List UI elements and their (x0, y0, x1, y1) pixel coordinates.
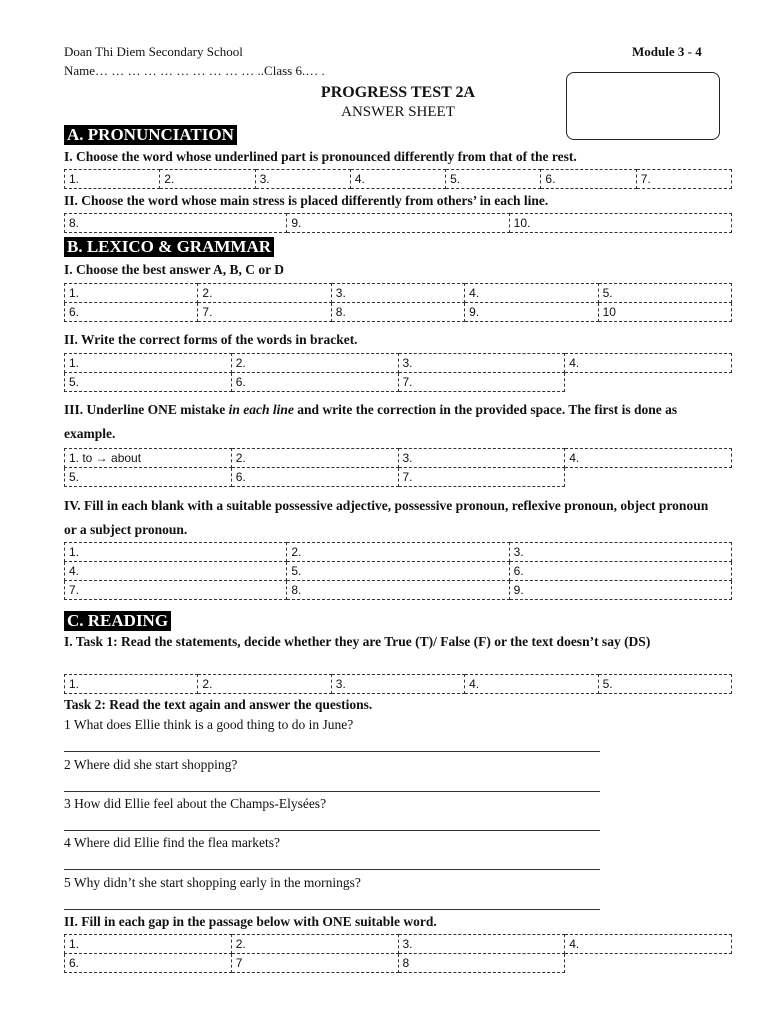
question-1: 1 What does Ellie think is a good thing to do in June? (64, 717, 354, 732)
answer-grid-b2 (64, 353, 732, 392)
grid-row (65, 214, 732, 233)
answer-cell[interactable]: 5. (65, 468, 232, 487)
instruction-b4: IV. Fill in each blank with a suitable possessive adjective, possessive pronoun, reflexive pronoun, object pronoun or a subject pronoun. (64, 498, 709, 537)
answer-cell[interactable]: 10. (509, 214, 731, 233)
answer-cell[interactable]: 2. (231, 449, 398, 468)
grid-row (65, 581, 732, 600)
module-label: Module 3 - 4 (632, 44, 702, 59)
instruction-c1: I. Task 1: Read the statements, decide whether they are True (T)/ False (F) or the text doesn’t say (DS) (64, 634, 651, 649)
grid-row (65, 562, 732, 581)
section-reading: C. READING (64, 611, 171, 631)
answer-cell[interactable]: 7. (398, 468, 565, 487)
grid-row (65, 170, 732, 189)
answer-cell[interactable]: 2. (231, 354, 398, 373)
answer-cell[interactable]: 8. (331, 303, 464, 322)
grid-row (65, 449, 732, 468)
instruction-b2: II. Write the correct forms of the words in bracket. (64, 332, 358, 347)
answer-cell[interactable]: 6. (231, 373, 398, 392)
answer-cell[interactable]: 7 (231, 954, 398, 973)
instruction-a2: II. Choose the word whose main stress is placed differently from others’ in each line. (64, 193, 549, 208)
score-box (566, 72, 720, 140)
instruction-c2: Task 2: Read the text again and answer the questions. (64, 697, 373, 712)
answer-cell[interactable]: 4. (465, 675, 598, 694)
answer-cell[interactable]: 5. (446, 170, 541, 189)
answer-cell[interactable]: 7. (636, 170, 731, 189)
answer-cell[interactable]: 2. (198, 284, 331, 303)
grid-row (65, 373, 732, 392)
grid-row (65, 354, 732, 373)
grid-row (65, 935, 732, 954)
answer-cell[interactable]: 1. (65, 284, 198, 303)
name-class-line: Name… … … … … … … … … … ..Class 6.… . (64, 63, 325, 78)
answer-cell[interactable]: 8. (65, 214, 287, 233)
answer-cell[interactable]: 8 (398, 954, 565, 973)
page-subtitle: ANSWER SHEET (341, 104, 455, 120)
instruction-a1: I. Choose the word whose underlined part is pronounced differently from that of the rest. (64, 149, 577, 164)
answer-line-5[interactable] (64, 909, 600, 910)
grid-row (65, 543, 732, 562)
answer-cell[interactable]: 3. (331, 284, 464, 303)
instruction-b3: III. Underline ONE mistake in each line and write the correction in the provided space. The first is done as example. (64, 402, 678, 441)
answer-cell[interactable]: 9. (509, 581, 731, 600)
instruction-b1: I. Choose the best answer A, B, C or D (64, 262, 285, 277)
answer-line-2[interactable] (64, 791, 600, 792)
answer-cell[interactable]: 2. (160, 170, 255, 189)
question-3: 3 How did Ellie feel about the Champs-Elysées? (64, 796, 327, 811)
answer-cell[interactable]: 9. (287, 214, 509, 233)
grid-row (65, 284, 732, 303)
answer-cell[interactable]: 10 (598, 303, 731, 322)
answer-cell[interactable]: 7. (65, 581, 287, 600)
answer-cell[interactable]: 5. (65, 373, 232, 392)
answer-cell[interactable]: 7. (198, 303, 331, 322)
answer-cell[interactable] (565, 954, 732, 973)
answer-cell[interactable] (565, 373, 732, 392)
answer-cell[interactable]: 6. (509, 562, 731, 581)
answer-cell[interactable]: 3. (398, 354, 565, 373)
question-2: 2 Where did she start shopping? (64, 757, 238, 772)
section-pronunciation: A. PRONUNCIATION (64, 125, 237, 145)
answer-cell[interactable]: 1. to → about (65, 449, 232, 468)
question-4: 4 Where did Ellie find the flea markets? (64, 835, 281, 850)
answer-cell[interactable]: 1. (65, 935, 232, 954)
answer-cell[interactable]: 4. (565, 935, 732, 954)
answer-cell[interactable]: 7. (398, 373, 565, 392)
answer-cell[interactable]: 6. (231, 468, 398, 487)
answer-cell[interactable]: 5. (598, 284, 731, 303)
answer-cell[interactable]: 5. (598, 675, 731, 694)
answer-cell[interactable]: 3. (398, 449, 565, 468)
answer-cell[interactable]: 3. (398, 935, 565, 954)
answer-cell[interactable]: 4. (350, 170, 445, 189)
answer-line-3[interactable] (64, 830, 600, 831)
answer-cell[interactable]: 1. (65, 354, 232, 373)
answer-cell[interactable]: 3. (509, 543, 731, 562)
answer-cell[interactable]: 2. (287, 543, 509, 562)
page-title: PROGRESS TEST 2A (320, 84, 476, 101)
answer-grid-b3 (64, 448, 732, 487)
question-5: 5 Why didn’t she start shopping early in the mornings? (64, 875, 361, 890)
answer-cell[interactable]: 4. (65, 562, 287, 581)
answer-cell[interactable]: 6. (541, 170, 636, 189)
answer-line-4[interactable] (64, 869, 600, 870)
answer-cell[interactable]: 3. (255, 170, 350, 189)
answer-grid-a1 (64, 169, 732, 189)
answer-cell[interactable]: 9. (465, 303, 598, 322)
answer-grid-a2 (64, 213, 732, 233)
answer-cell[interactable]: 6. (65, 954, 232, 973)
answer-grid-b1 (64, 283, 732, 322)
answer-grid-c3 (64, 934, 732, 973)
grid-row (65, 468, 732, 487)
answer-cell[interactable]: 1. (65, 170, 160, 189)
answer-cell[interactable]: 5. (287, 562, 509, 581)
answer-line-1[interactable] (64, 751, 600, 752)
section-lexico-grammar: B. LEXICO & GRAMMAR (64, 237, 274, 257)
answer-cell[interactable]: 4. (565, 354, 732, 373)
school-name: Doan Thi Diem Secondary School (64, 44, 243, 59)
answer-cell[interactable]: 2. (198, 675, 331, 694)
grid-row (65, 303, 732, 322)
answer-cell[interactable]: 6. (65, 303, 198, 322)
answer-cell[interactable]: 1. (65, 675, 198, 694)
answer-grid-b4 (64, 542, 732, 600)
answer-cell[interactable]: 4. (465, 284, 598, 303)
answer-grid-c1 (64, 674, 732, 694)
answer-cell[interactable]: 8. (287, 581, 509, 600)
instruction-c3: II. Fill in each gap in the passage below with ONE suitable word. (64, 914, 437, 929)
grid-row (65, 954, 732, 973)
answer-cell[interactable]: 2. (231, 935, 398, 954)
answer-cell[interactable]: 4. (565, 449, 732, 468)
grid-row (65, 675, 732, 694)
answer-cell[interactable]: 1. (65, 543, 287, 562)
answer-cell[interactable] (565, 468, 732, 487)
answer-cell[interactable]: 3. (331, 675, 464, 694)
